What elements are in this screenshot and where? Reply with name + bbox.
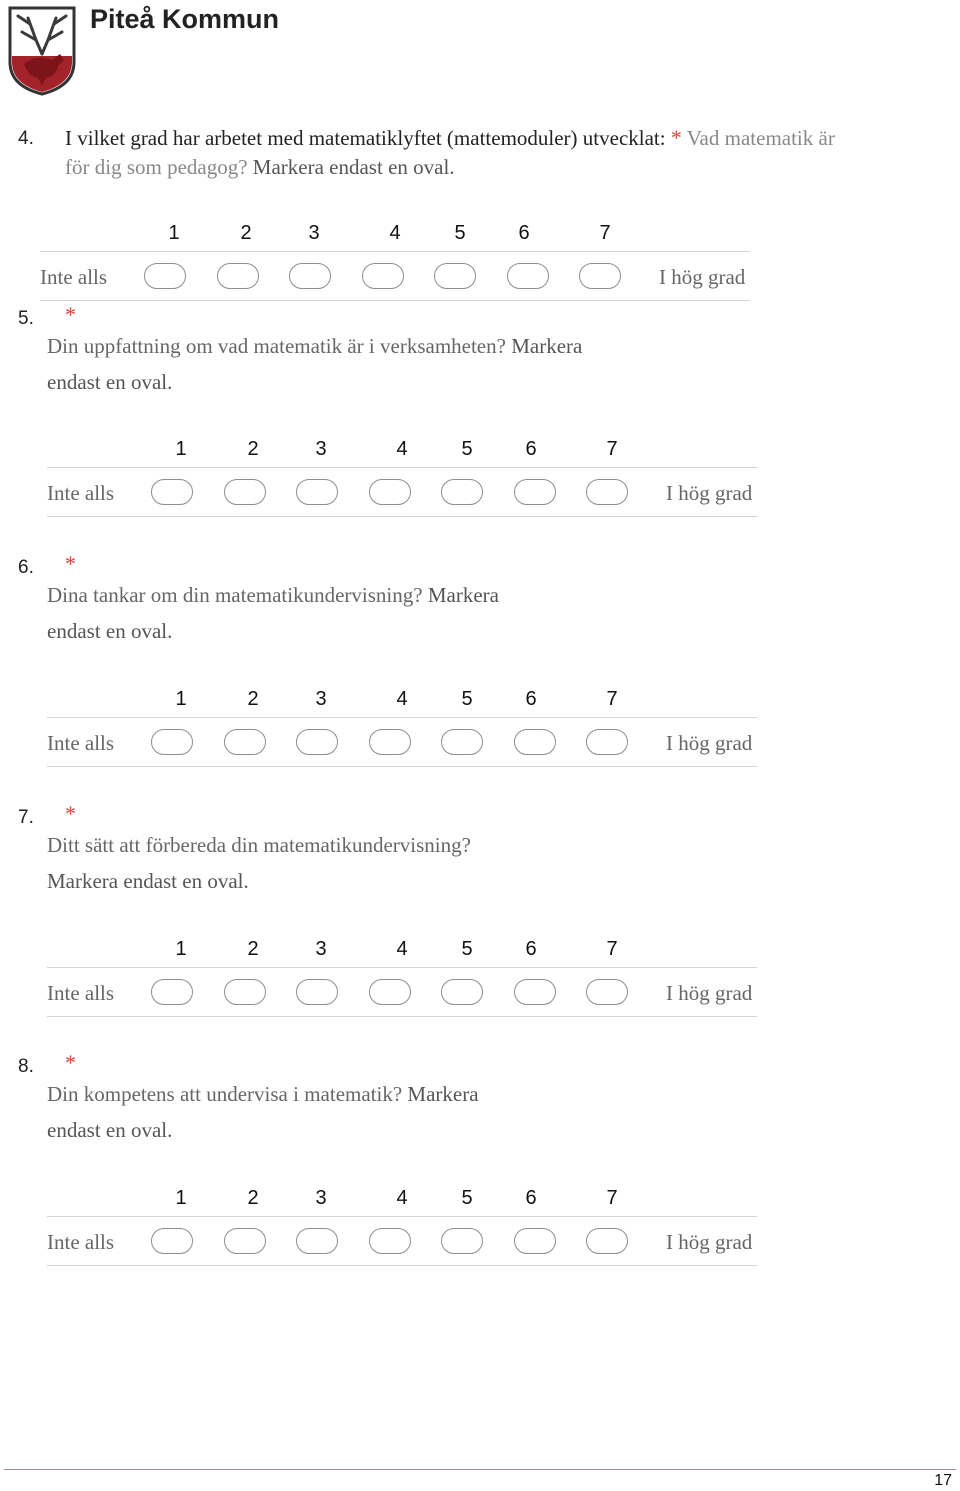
scale-number-2: 2 xyxy=(247,438,259,460)
scale-number-4: 4 xyxy=(396,688,408,710)
rating-oval-2[interactable] xyxy=(224,979,266,1005)
scale-number-3: 3 xyxy=(308,222,320,244)
scale-high-label: I hög grad xyxy=(666,731,753,755)
scale-number-6: 6 xyxy=(525,688,537,710)
question-6-hint-cont: endast en oval. xyxy=(47,619,173,643)
required-star: * xyxy=(65,1050,76,1075)
scale-high-label: I hög grad xyxy=(666,981,753,1005)
scale-top-divider xyxy=(47,717,757,718)
rating-oval-4[interactable] xyxy=(369,479,411,505)
scale-bottom-divider xyxy=(47,1016,757,1017)
rating-oval-4[interactable] xyxy=(369,729,411,755)
question-8-hint-cont: endast en oval. xyxy=(47,1118,173,1142)
scale-number-3: 3 xyxy=(315,1187,327,1209)
scale-high-label: I hög grad xyxy=(666,481,753,505)
rating-oval-7[interactable] xyxy=(579,263,621,289)
rating-oval-7[interactable] xyxy=(586,479,628,505)
rating-oval-2[interactable] xyxy=(224,1228,266,1254)
rating-scale-question-5 xyxy=(47,438,757,528)
scale-number-1: 1 xyxy=(175,688,187,710)
scale-number-7: 7 xyxy=(606,438,618,460)
question-7-title: Ditt sätt att förbereda din matematikundervisning? xyxy=(47,833,471,857)
required-star: * xyxy=(65,801,76,826)
scale-number-5: 5 xyxy=(454,222,466,244)
question-5-title: Din uppfattning om vad matematik är i verksamheten? xyxy=(47,334,506,358)
rating-oval-4[interactable] xyxy=(369,1228,411,1254)
question-4-subtitle-cont: för dig som pedagog? xyxy=(65,155,248,179)
scale-top-divider xyxy=(47,467,757,468)
question-7-text xyxy=(47,827,471,863)
scale-numbers xyxy=(47,1187,757,1215)
scale-number-4: 4 xyxy=(396,1187,408,1209)
scale-low-label: Inte alls xyxy=(40,265,108,289)
question-8-title: Din kompetens att undervisa i matematik? xyxy=(47,1082,403,1106)
rating-oval-6[interactable] xyxy=(514,1228,556,1254)
scale-number-6: 6 xyxy=(518,222,530,244)
rating-oval-7[interactable] xyxy=(586,729,628,755)
scale-number-7: 7 xyxy=(599,222,611,244)
scale-low-label: Inte alls xyxy=(47,731,115,755)
rating-scale-question-8 xyxy=(47,1187,757,1277)
question-5-text xyxy=(47,328,582,364)
scale-number-3: 3 xyxy=(315,688,327,710)
scale-numbers xyxy=(47,438,757,466)
footer-divider xyxy=(4,1469,956,1470)
scale-number-7: 7 xyxy=(606,938,618,960)
question-4-subtitle: Vad matematik är xyxy=(686,126,835,150)
rating-scale-question-6 xyxy=(47,688,757,778)
rating-oval-5[interactable] xyxy=(441,729,483,755)
scale-high-label: I hög grad xyxy=(666,1230,753,1254)
pitea-coat-of-arms-logo xyxy=(6,4,78,96)
scale-number-5: 5 xyxy=(461,688,473,710)
scale-number-1: 1 xyxy=(175,1187,187,1209)
scale-numbers xyxy=(47,938,757,966)
question-8-hint: Markera xyxy=(407,1082,479,1106)
scale-number-3: 3 xyxy=(315,938,327,960)
scale-number-6: 6 xyxy=(525,938,537,960)
rating-scale-question-7 xyxy=(47,938,757,1028)
scale-number-4: 4 xyxy=(396,938,408,960)
required-star: * xyxy=(65,551,76,576)
question-6-number: 6. xyxy=(18,557,34,578)
rating-oval-6[interactable] xyxy=(507,263,549,289)
rating-oval-1[interactable] xyxy=(151,979,193,1005)
question-4-hint: Markera endast en oval. xyxy=(252,155,455,179)
scale-number-5: 5 xyxy=(461,438,473,460)
question-8-number: 8. xyxy=(18,1056,34,1077)
rating-oval-3[interactable] xyxy=(296,479,338,505)
rating-oval-5[interactable] xyxy=(441,979,483,1005)
scale-number-3: 3 xyxy=(315,438,327,460)
rating-oval-5[interactable] xyxy=(441,1228,483,1254)
scale-numbers xyxy=(47,688,757,716)
question-6-hint: Markera xyxy=(427,583,499,607)
question-7-number: 7. xyxy=(18,807,34,828)
rating-oval-1[interactable] xyxy=(151,729,193,755)
brand-name: Piteå Kommun xyxy=(90,4,280,34)
question-5-hint-cont: endast en oval. xyxy=(47,370,173,394)
question-8-text xyxy=(47,1076,479,1112)
rating-oval-3[interactable] xyxy=(296,1228,338,1254)
question-5-hint: Markera xyxy=(511,334,583,358)
scale-number-7: 7 xyxy=(606,1187,618,1209)
scale-number-2: 2 xyxy=(247,688,259,710)
scale-bottom-divider xyxy=(40,300,750,301)
scale-number-4: 4 xyxy=(396,438,408,460)
required-star: * xyxy=(65,302,76,327)
scale-top-divider xyxy=(47,1216,757,1217)
rating-oval-1[interactable] xyxy=(144,263,186,289)
rating-oval-2[interactable] xyxy=(217,263,259,289)
scale-bottom-divider xyxy=(47,516,757,517)
scale-number-4: 4 xyxy=(389,222,401,244)
rating-oval-3[interactable] xyxy=(289,263,331,289)
rating-oval-6[interactable] xyxy=(514,979,556,1005)
question-6-text xyxy=(47,577,499,613)
scale-number-2: 2 xyxy=(240,222,252,244)
rating-oval-7[interactable] xyxy=(586,979,628,1005)
scale-number-6: 6 xyxy=(525,1187,537,1209)
page-number: 17 xyxy=(934,1472,952,1489)
rating-oval-4[interactable] xyxy=(369,979,411,1005)
rating-scale-question-4 xyxy=(40,222,750,312)
scale-number-1: 1 xyxy=(175,938,187,960)
rating-oval-7[interactable] xyxy=(586,1228,628,1254)
question-4-text-line2 xyxy=(65,149,455,185)
rating-oval-3[interactable] xyxy=(296,979,338,1005)
scale-number-1: 1 xyxy=(168,222,180,244)
scale-top-divider xyxy=(40,251,750,252)
scale-number-6: 6 xyxy=(525,438,537,460)
scale-top-divider xyxy=(47,967,757,968)
scale-number-5: 5 xyxy=(461,938,473,960)
rating-oval-5[interactable] xyxy=(434,263,476,289)
scale-number-5: 5 xyxy=(461,1187,473,1209)
question-4-number: 4. xyxy=(18,128,34,149)
rating-oval-1[interactable] xyxy=(151,1228,193,1254)
question-7-hint: Markera endast en oval. xyxy=(47,869,249,893)
scale-number-2: 2 xyxy=(247,938,259,960)
scale-high-label: I hög grad xyxy=(659,265,746,289)
rating-oval-5[interactable] xyxy=(441,479,483,505)
scale-low-label: Inte alls xyxy=(47,481,115,505)
scale-number-1: 1 xyxy=(175,438,187,460)
rating-oval-2[interactable] xyxy=(224,479,266,505)
required-star: * xyxy=(670,125,682,150)
question-4-title: I vilket grad har arbetet med matematiklyftet (mattemoduler) utvecklat: xyxy=(65,126,666,150)
scale-bottom-divider xyxy=(47,1265,757,1266)
scale-number-7: 7 xyxy=(606,688,618,710)
scale-bottom-divider xyxy=(47,766,757,767)
rating-oval-3[interactable] xyxy=(296,729,338,755)
scale-low-label: Inte alls xyxy=(47,981,115,1005)
scale-low-label: Inte alls xyxy=(47,1230,115,1254)
scale-number-2: 2 xyxy=(247,1187,259,1209)
question-5-number: 5. xyxy=(18,308,34,329)
scale-numbers xyxy=(40,222,750,250)
rating-oval-1[interactable] xyxy=(151,479,193,505)
rating-oval-6[interactable] xyxy=(514,729,556,755)
rating-oval-4[interactable] xyxy=(362,263,404,289)
question-6-title: Dina tankar om din matematikundervisning? xyxy=(47,583,423,607)
rating-oval-2[interactable] xyxy=(224,729,266,755)
rating-oval-6[interactable] xyxy=(514,479,556,505)
